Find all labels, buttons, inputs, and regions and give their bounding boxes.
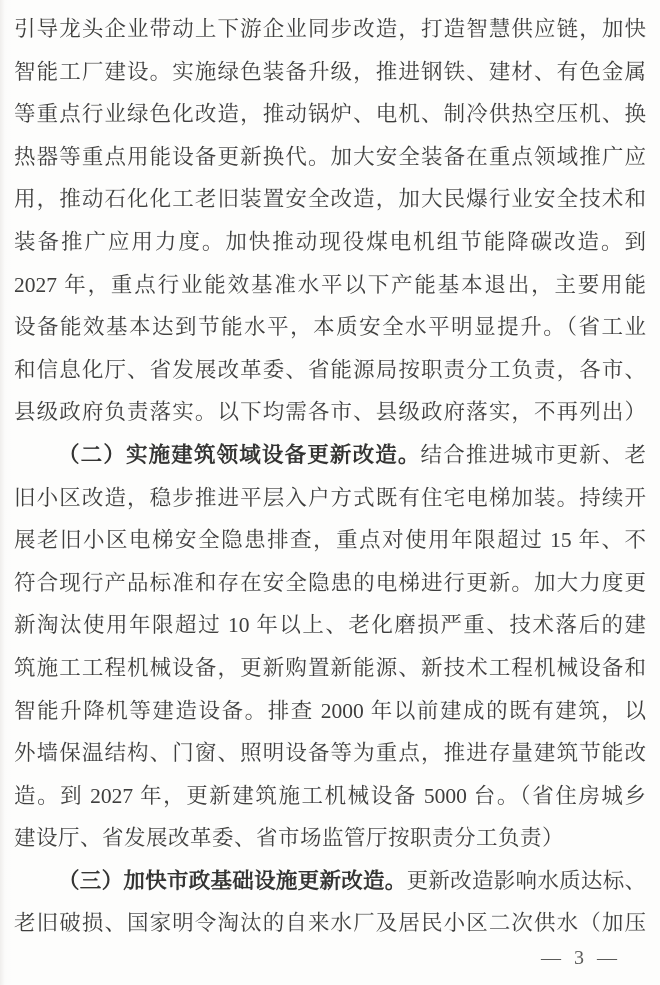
section-heading: （二）实施建筑领域设备更新改造。 [58,442,421,467]
text-line [14,775,646,818]
text-line [14,604,646,647]
text-line [14,434,646,477]
body-text: 筑施工工程机械设备，更新购置新能源、新技术工程机械设备和 [14,655,646,680]
text-line [14,902,646,945]
body-text: 引导龙头企业带动上下游企业同步改造，打造智慧供应链，加快 [14,17,646,41]
body-text: 智能工厂建设。实施绿色装备升级，推进钢铁、建材、有色金属 [14,59,646,84]
page-number: — 3 — [541,947,618,969]
text-line [14,221,646,264]
section-heading: （三）加快市政基础设施更新改造。 [58,868,407,893]
text-line [14,136,646,179]
text-line [14,8,646,51]
text-line [14,391,646,434]
text-line [14,562,646,605]
body-text: 智能升降机等建造设备。排查 2000 年以前建成的既有建筑，以 [14,698,646,723]
body-text: 符合现行产品标准和存在安全隐患的电梯进行更新。加大力度更 [14,570,646,595]
body-text: 展老旧小区电梯安全隐患排查，重点对使用年限超过 15 年、不 [14,528,646,553]
body-text: 结合推进城市更新、老 [420,442,646,467]
body-text: 建设厅、省发展改革委、省市场监管厅按职责分工负责） [14,826,565,851]
text-line [14,306,646,349]
body-text: 新淘汰使用年限超过 10 年以上、老化磨损严重、技术落后的建 [14,613,646,638]
body-text: 热器等重点用能设备更新换代。加大安全装备在重点领域推广应 [14,144,646,169]
body-text: 外墙保温结构、门窗、照明设备等为重点，推进存量建筑节能改 [14,741,646,766]
body-text: 更新改造影响水质达标、 [406,868,646,893]
text-line [14,690,646,733]
text-line [14,349,646,392]
body-text: 装备推广应用力度。加快推动现役煤电机组节能降碳改造。到 [14,229,646,254]
text-line [14,860,646,903]
text-line [14,178,646,221]
text-line [14,51,646,94]
body-text: 2027 年，重点行业能效基准水平以下产能基本退出，主要用能 [14,272,646,297]
text-line [14,817,646,860]
text-line [14,264,646,307]
text-line [14,519,646,562]
text-line [14,93,646,136]
text-line [14,732,646,775]
body-text: 老旧破损、国家明令淘汰的自来水厂及居民小区二次供水（加压 [14,911,646,936]
body-text: 用，推动石化化工老旧装置安全改造，加大民爆行业安全技术和 [14,187,646,212]
body-text: 和信息化厅、省发展改革委、省能源局按职责分工负责，各市、 [14,357,646,382]
body-text: 等重点行业绿色化改造，推动锅炉、电机、制冷供热空压机、换 [14,102,646,127]
text-line [14,647,646,690]
body-text: 旧小区改造，稳步推进平层入户方式既有住宅电梯加装。持续开 [14,485,646,510]
body-text: 设备能效基本达到节能水平，本质安全水平明显提升。（省工业 [14,315,646,340]
text-line [14,477,646,520]
body-text: 县级政府负责落实。以下均需各市、县级政府落实，不再列出） [14,400,646,425]
body-text: 造。到 2027 年，更新建筑施工机械设备 5000 台。（省住房城乡 [14,783,646,808]
